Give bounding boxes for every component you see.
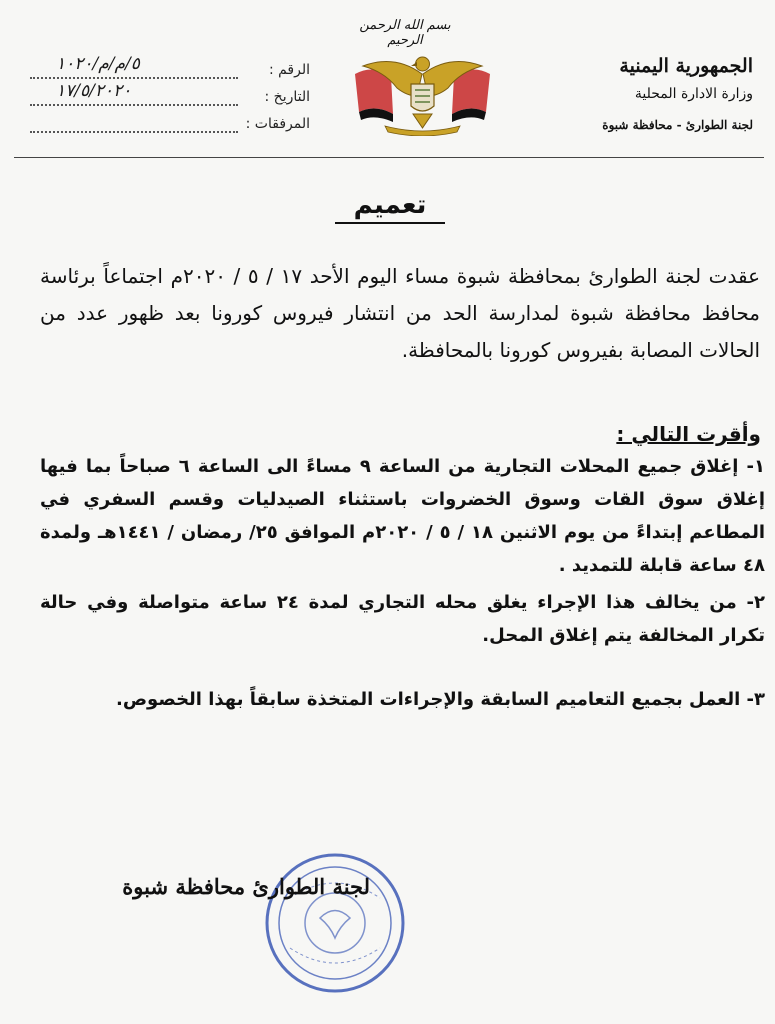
- reference-number-value: ٥/م/م/١٠٢٠: [56, 54, 140, 74]
- basmala: بسم الله الرحمن الرحيم: [359, 18, 451, 48]
- reference-date-dots: [30, 104, 238, 106]
- decision-item-1: ١- إغلاق جميع المحلات التجارية من الساعة ٩ مساءً الى الساعة ٦ صباحاً بما فيها إغلاق سوق القات وسوق الخضروات باستثناء الصيدليات وقسم السفري في المطاعم إبتداءً من يوم الاثنين ١٨ / ٥ / ٢٠٢٠م الموافق ٢٥/ رمضان / ١٤٤١هـ ولمدة ٤٨ ساعة قابلة للتمديد .: [40, 456, 766, 576]
- reference-date-label: التاريخ :: [264, 89, 310, 105]
- official-stamp-icon: [260, 848, 410, 998]
- committee-name: لجنة الطوارئ - محافظة شبوة: [602, 118, 753, 132]
- header-divider: [14, 157, 764, 158]
- reference-attachments-label: المرفقات :: [245, 116, 310, 132]
- reference-attachments-row: [30, 114, 310, 141]
- issuer-block: [563, 52, 753, 138]
- decisions-heading: وأقرت التالي :: [616, 422, 761, 446]
- reference-number-label: الرقم :: [268, 62, 310, 78]
- reference-date-value: ١٧/٥/٢٠٢٠: [56, 81, 132, 101]
- reference-date-row: [30, 81, 310, 114]
- republic-name: الجمهورية اليمنية: [619, 55, 753, 77]
- yemen-eagle-emblem-icon: [345, 44, 500, 136]
- reference-block: [30, 54, 310, 141]
- decision-item-3: ٣- العمل بجميع التعاميم السابقة والإجراءات المتخذة سابقاً بهذا الخصوص.: [116, 689, 765, 710]
- reference-number-dots: [30, 77, 238, 79]
- ministry-name: وزارة الادارة المحلية: [634, 86, 753, 102]
- decision-item-2: ٢- من يخالف هذا الإجراء يغلق محله التجاري لمدة ٢٤ ساعة متواصلة وفي حالة تكرار المخالفة يتم إغلاق المحل.: [40, 592, 766, 646]
- signature-text: لجنة الطوارئ محافظة شبوة: [122, 874, 370, 899]
- reference-attachments-dots: [30, 131, 238, 133]
- document-title: تعميم: [335, 188, 445, 224]
- intro-paragraph: عقدت لجنة الطوارئ بمحافظة شبوة مساء اليوم الأحد ١٧ / ٥ / ٢٠٢٠م اجتماعاً برئاسة محافظ محافظة شبوة لمدارسة الحد من انتشار فيروس كورونا بعد ظهور عدد من الحالات المصابة بفيروس كورونا بالمحافظة.: [40, 264, 761, 362]
